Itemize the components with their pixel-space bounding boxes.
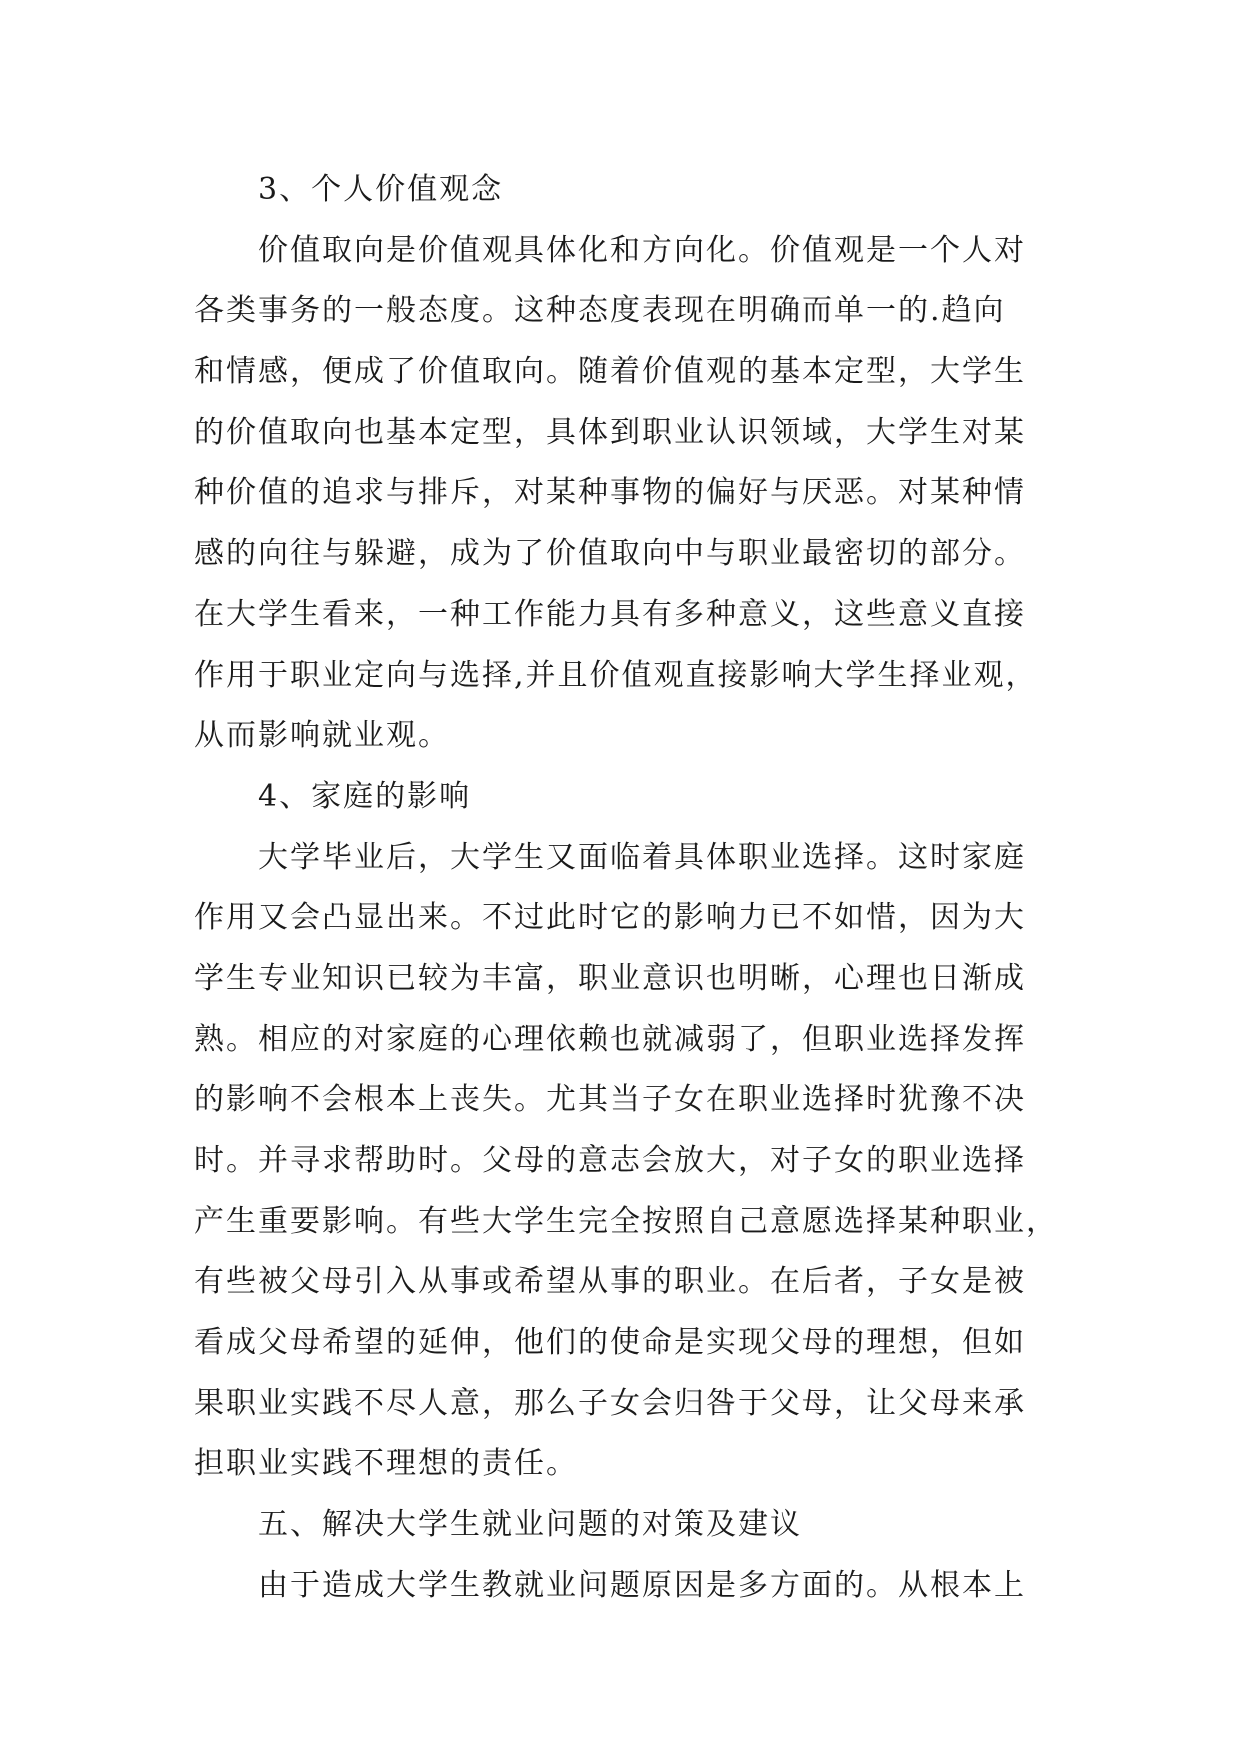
text-line: 看成父母希望的延伸，他们的使命是实现父母的理想，但如 <box>194 1325 1026 1361</box>
text-line: 各类事务的一般态度。这种态度表现在明确而单一的.趋向 <box>194 293 1006 329</box>
text-line: 在大学生看来，一种工作能力具有多种意义，这些意义直接 <box>194 596 1026 632</box>
text-line: 熟。相应的对家庭的心理依赖也就减弱了，但职业选择发挥 <box>194 1021 1026 1057</box>
text-line: 五、解决大学生就业问题的对策及建议 <box>258 1507 802 1543</box>
text-line: 学生专业知识已较为丰富，职业意识也明晰，心理也日渐成 <box>194 960 1026 996</box>
text-line: 大学毕业后，大学生又面临着具体职业选择。这时家庭 <box>258 839 1026 875</box>
text-line: 价值取向是价值观具体化和方向化。价值观是一个人对 <box>258 232 1026 268</box>
text-line: 从而影响就业观。 <box>194 718 450 754</box>
text-line: 种价值的追求与排斥，对某种事物的偏好与厌恶。对某种情 <box>194 475 1026 511</box>
text-line: 果职业实践不尽人意，那么子女会归咎于父母，让父母来承 <box>194 1385 1026 1421</box>
text-line: 由于造成大学生教就业问题原因是多方面的。从根本上 <box>258 1567 1026 1603</box>
text-line: 产生重要影响。有些大学生完全按照自己意愿选择某种职业， <box>194 1203 1058 1239</box>
text-line: 3、个人价值观念 <box>258 172 504 207</box>
text-line: 的影响不会根本上丧失。尤其当子女在职业选择时犹豫不决 <box>194 1082 1026 1118</box>
document-body <box>194 160 1058 1617</box>
text-line: 感的向往与躲避，成为了价值取向中与职业最密切的部分。 <box>194 536 1026 572</box>
text-line: 作用于职业定向与选择,并且价值观直接影响大学生择业观， <box>194 657 1038 693</box>
text-line: 担职业实践不理想的责任。 <box>194 1446 578 1482</box>
text-line: 和情感，便成了价值取向。随着价值观的基本定型，大学生 <box>194 354 1026 390</box>
text-line: 4、家庭的影响 <box>258 778 472 814</box>
text-line: 时。并寻求帮助时。父母的意志会放大，对子女的职业选择 <box>194 1143 1026 1178</box>
text-line: 的价值取向也基本定型，具体到职业认识领域，大学生对某 <box>194 414 1026 450</box>
text-line: 有些被父母引入从事或希望从事的职业。在后者，子女是被 <box>194 1264 1026 1300</box>
text-line: 作用又会凸显出来。不过此时它的影响力已不如惜，因为大 <box>194 900 1026 936</box>
